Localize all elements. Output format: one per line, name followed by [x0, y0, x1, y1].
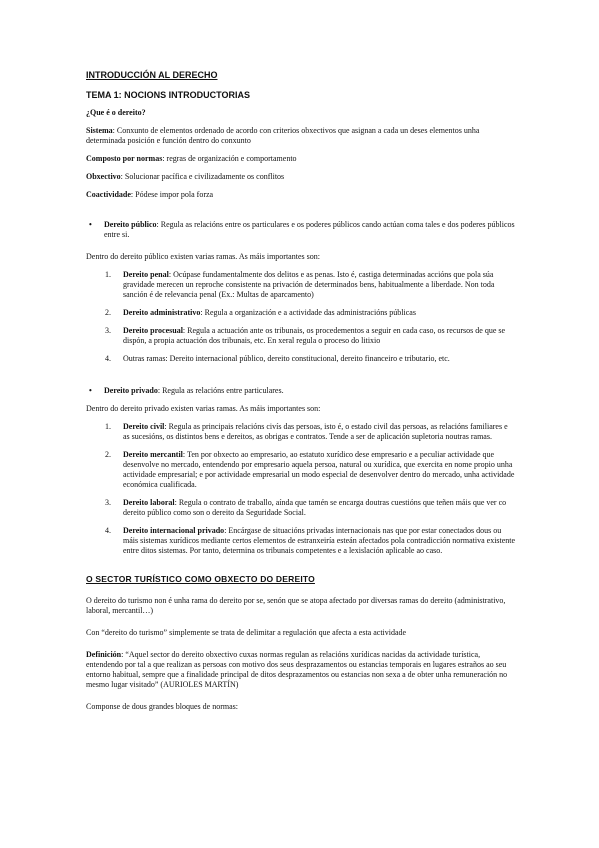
- privado-list: [86, 422, 516, 556]
- definition-normas: Composto por normas: regras de organización e comportamento: [86, 154, 297, 163]
- document-page: [86, 60, 516, 712]
- privado-intro: Dentro do dereito privado existen varias ramas. As máis importantes son:: [86, 404, 321, 413]
- list-item: 1. Dereito penal: Ocúpase fundamentalmente dos delitos e as penas. Isto é, castiga determinadas accións que pola súa gravidade merecen un reproche consistente na privación de determinados bens, habitualmente a liberdade. Non toda sanción é de relevancia penal (Ex.: Multas de aparcamento): [105, 270, 495, 299]
- sector-paragraph-1: O dereito do turismo non é unha rama do dereito por se, senón que se atopa afectado por diversas ramas do dereito (administrativo, laboral, mercantil…): [86, 596, 506, 615]
- definition-sistema: Sistema: Conxunto de elementos ordenado de acordo con criterios obxectivos que asignan a cada un deses elementos unha determinada posición e función dentro do conxunto: [86, 126, 480, 145]
- question-heading: ¿Que é o dereito?: [86, 108, 146, 117]
- bullet-dereito-publico: • Dereito público: Regula as relacións entre os particulares e os poderes públicos cando actúan coma tales e dos poderes públicos entre si.: [89, 220, 515, 239]
- list-item: 2. Dereito administrativo: Regula a organización e a actividade das administracións públicas: [105, 308, 416, 317]
- list-item: 4. Dereito internacional privado: Encárgase de situacións privadas internacionais nas que por estar conectados dous ou máis sistemas xurídicos mediante certos elementos de estranxeiría esteán afectados pola contradicción normativa existente entre ditos sistemas. Por tanto, determina os tribunais competentes e a lexislación aplicable ao caso.: [105, 526, 516, 555]
- sector-heading: O SECTOR TURÍSTICO COMO OBXECTO DO DEREITO: [86, 574, 315, 584]
- bullet-dereito-privado: • Dereito privado: Regula as relacións entre particulares.: [89, 386, 284, 395]
- bullet-icon: •: [89, 386, 92, 395]
- publico-list: [86, 270, 516, 364]
- list-item: 1. Dereito civil: Regula as principais relacións civís das persoas, isto é, o estado civil das persoas, as relacións familiares e as sucesións, os distintos bens e dereitos, as obrigas e contratos. Tende a ser de aplicación supletoria noutras ramas.: [105, 422, 508, 441]
- document-title: INTRODUCCIÓN AL DERECHO: [86, 70, 218, 80]
- sector-paragraph-2: Con “dereito do turismo” simplemente se trata de delimitar a regulación que afecta a esta actividade: [86, 628, 407, 637]
- definition-obxectivo: Obxectivo: Solucionar pacífica e civilizadamente os conflitos: [86, 172, 285, 181]
- definition-coactividade: Coactividade: Pódese impor pola forza: [86, 190, 214, 199]
- sector-paragraph-3: Componse de dous grandes bloques de normas:: [86, 702, 238, 711]
- publico-intro: Dentro do dereito público existen varias ramas. As máis importantes son:: [86, 252, 320, 261]
- list-item: 2. Dereito mercantil: Ten por obxecto ao empresario, ao estatuto xurídico dese empresario e a peculiar actividade que desenvolve no mercado, entendendo por empresario aquela persoa, natural ou xurídica, que exercita en nome propio unha actividade empresarial; e por actividade empresarial un modo especial de desenvolver dentro do mercado, unha actividade económica cualificada.: [105, 450, 515, 489]
- sector-definition: Definición: “Aquel sector do dereito obxectivo cuxas normas regulan as relacións xurídicas nacidas da actividade turística, entendendo por tal a que realizan as persoas con motivo dos seus desprazamentos ou estancias temporais en lugares estraños ao seu entorno habitual, sempre que a finalidade principal de ditos desprazamentos ou estancias non sexa a de obter unha remuneración no mesmo lugar visitado” (AURIOLES MARTÍN): [86, 650, 508, 689]
- section-heading-tema: TEMA 1: NOCIONS INTRODUCTORIAS: [86, 90, 251, 100]
- list-item: 3. Dereito procesual: Regula a actuación ante os tribunais, os procedementos a seguir en cada caso, os recursos de que se dispón, a propia actuación dos tribunais, etc. En xeral regula o proceso do litixio: [105, 326, 506, 345]
- list-item: 4. Outras ramas: Dereito internacional público, dereito constitucional, dereito financeiro e tributario, etc.: [105, 354, 450, 363]
- list-item: 3. Dereito laboral: Regula o contrato de traballo, aínda que tamén se encarga doutras cuestións que teñen máis que ver co dereito público como son o dereito da Seguridade Social.: [105, 498, 507, 517]
- bullet-icon: •: [89, 220, 92, 229]
